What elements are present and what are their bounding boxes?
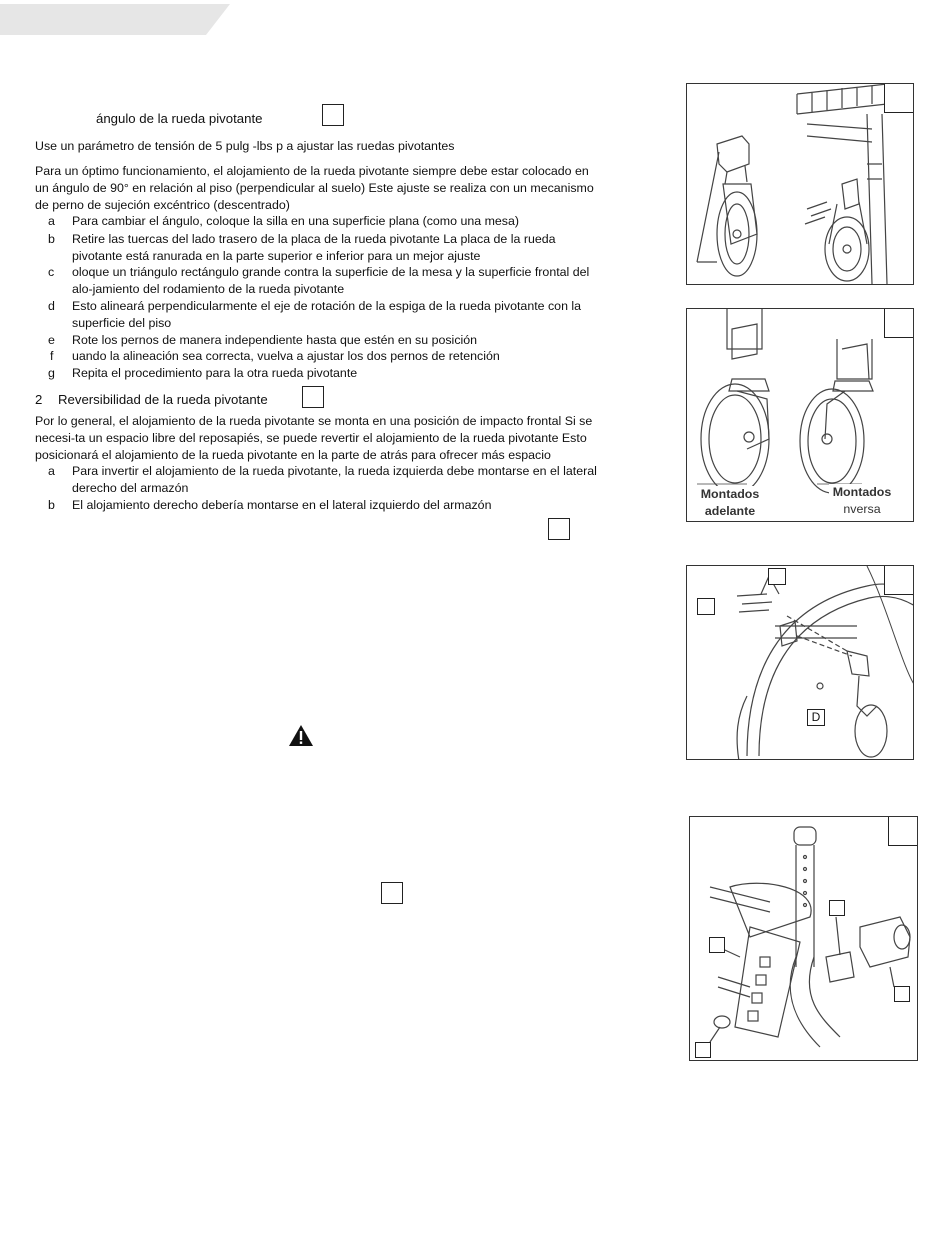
- step-text: pivotante está ranurada en la parte superior e inferior para un mejor ajuste: [72, 249, 481, 263]
- intro-line: necesi-ta un espacio libre del reposapiés, se puede revertir el alojamiento de la rueda pivotante Esto: [35, 431, 587, 445]
- step-letter: e: [48, 333, 55, 347]
- callout-box: [697, 598, 715, 615]
- figure-caster-reversibility: [686, 308, 914, 522]
- figure-number-box: [884, 83, 914, 113]
- figure-caster-exploded: [686, 565, 914, 760]
- intro-line: posicionará el alojamiento de la rueda pivotante en la parte de atrás para ofrecer más espacio: [35, 448, 551, 462]
- step-text: Repita el procedimiento para la otra rueda pivotante: [72, 366, 358, 380]
- caption-front-mounted-line1: Montados: [697, 486, 763, 503]
- figure-number-box: [884, 308, 914, 338]
- intro-line: un ángulo de 90° en relación al piso (perpendicular al suelo) Este ajuste se realiza con un mecanismo: [35, 181, 594, 195]
- step-text: superficie del piso: [72, 316, 172, 330]
- figure-caster-assembly: [689, 816, 918, 1061]
- figure-number-box: [884, 565, 914, 595]
- step-letter: b: [48, 232, 55, 246]
- step-letter: d: [48, 299, 55, 313]
- callout-box: [709, 937, 725, 953]
- section1-heading: ángulo de la rueda pivotante: [96, 111, 263, 126]
- step-text: Rote los pernos de manera independiente hasta que estén en su posición: [72, 333, 478, 347]
- step-text: Retire las tuercas del lado trasero de la placa de la rueda pivotante La placa de la rueda: [72, 232, 556, 246]
- step-letter: g: [48, 366, 55, 380]
- step-text: alo-jamiento del rodamiento de la rueda pivotante: [72, 282, 345, 296]
- step-text: Esto alineará perpendicularmente el eje de rotación de la espiga de la rueda pivotante con la: [72, 299, 582, 313]
- figure-ref-box: [381, 882, 403, 904]
- header-tab: [0, 4, 230, 35]
- step-letter: f: [50, 349, 54, 363]
- figure-ref-box: [322, 104, 344, 126]
- figure-ref-box: [548, 518, 570, 540]
- step-letter: a: [48, 464, 55, 478]
- torque-note: Use un parámetro de tensión de 5 pulg -lbs p a ajustar las ruedas pivotantes: [35, 139, 455, 153]
- warning-icon: [288, 724, 314, 747]
- step-letter: a: [48, 214, 55, 228]
- step-text: Para invertir el alojamiento de la rueda pivotante, la rueda izquierda debe montarse en el lateral: [72, 464, 597, 478]
- caption-reversed-line2: nversa: [829, 501, 895, 518]
- callout-box: [829, 900, 845, 916]
- figure-number-box: [888, 816, 918, 846]
- callout-box: [768, 568, 786, 585]
- section2-number: 2: [35, 392, 43, 407]
- caption-reversed-line1: Montados: [829, 484, 895, 501]
- step-letter: b: [48, 498, 55, 512]
- intro-line: Para un óptimo funcionamiento, el alojamiento de la rueda pivotante siempre debe estar colocado en: [35, 164, 589, 178]
- step-text: Para cambiar el ángulo, coloque la silla en una superficie plana (como una mesa): [72, 214, 520, 228]
- section2-heading: Reversibilidad de la rueda pivotante: [58, 392, 268, 407]
- step-text: derecho del armazón: [72, 481, 189, 495]
- figure-caster-angle: [686, 83, 914, 285]
- callout-box: [695, 1042, 711, 1058]
- callout-box: [894, 986, 910, 1002]
- figure-ref-box: [302, 386, 324, 408]
- step-letter: c: [48, 265, 55, 279]
- step-text: El alojamiento derecho debería montarse en el lateral izquierdo del armazón: [72, 498, 492, 512]
- step-text: oloque un triángulo rectángulo grande contra la superficie de la mesa y la superficie frontal del: [72, 265, 590, 279]
- intro-line: de perno de sujeción excéntrico (descentrado): [35, 198, 290, 212]
- caption-front-mounted-line2: adelante: [697, 503, 763, 520]
- step-text: uando la alineación sea correcta, vuelva a ajustar los dos pernos de retención: [72, 349, 500, 363]
- intro-line: Por lo general, el alojamiento de la rueda pivotante se monta en una posición de impacto frontal Si se: [35, 414, 593, 428]
- callout-label-d: D: [807, 709, 825, 726]
